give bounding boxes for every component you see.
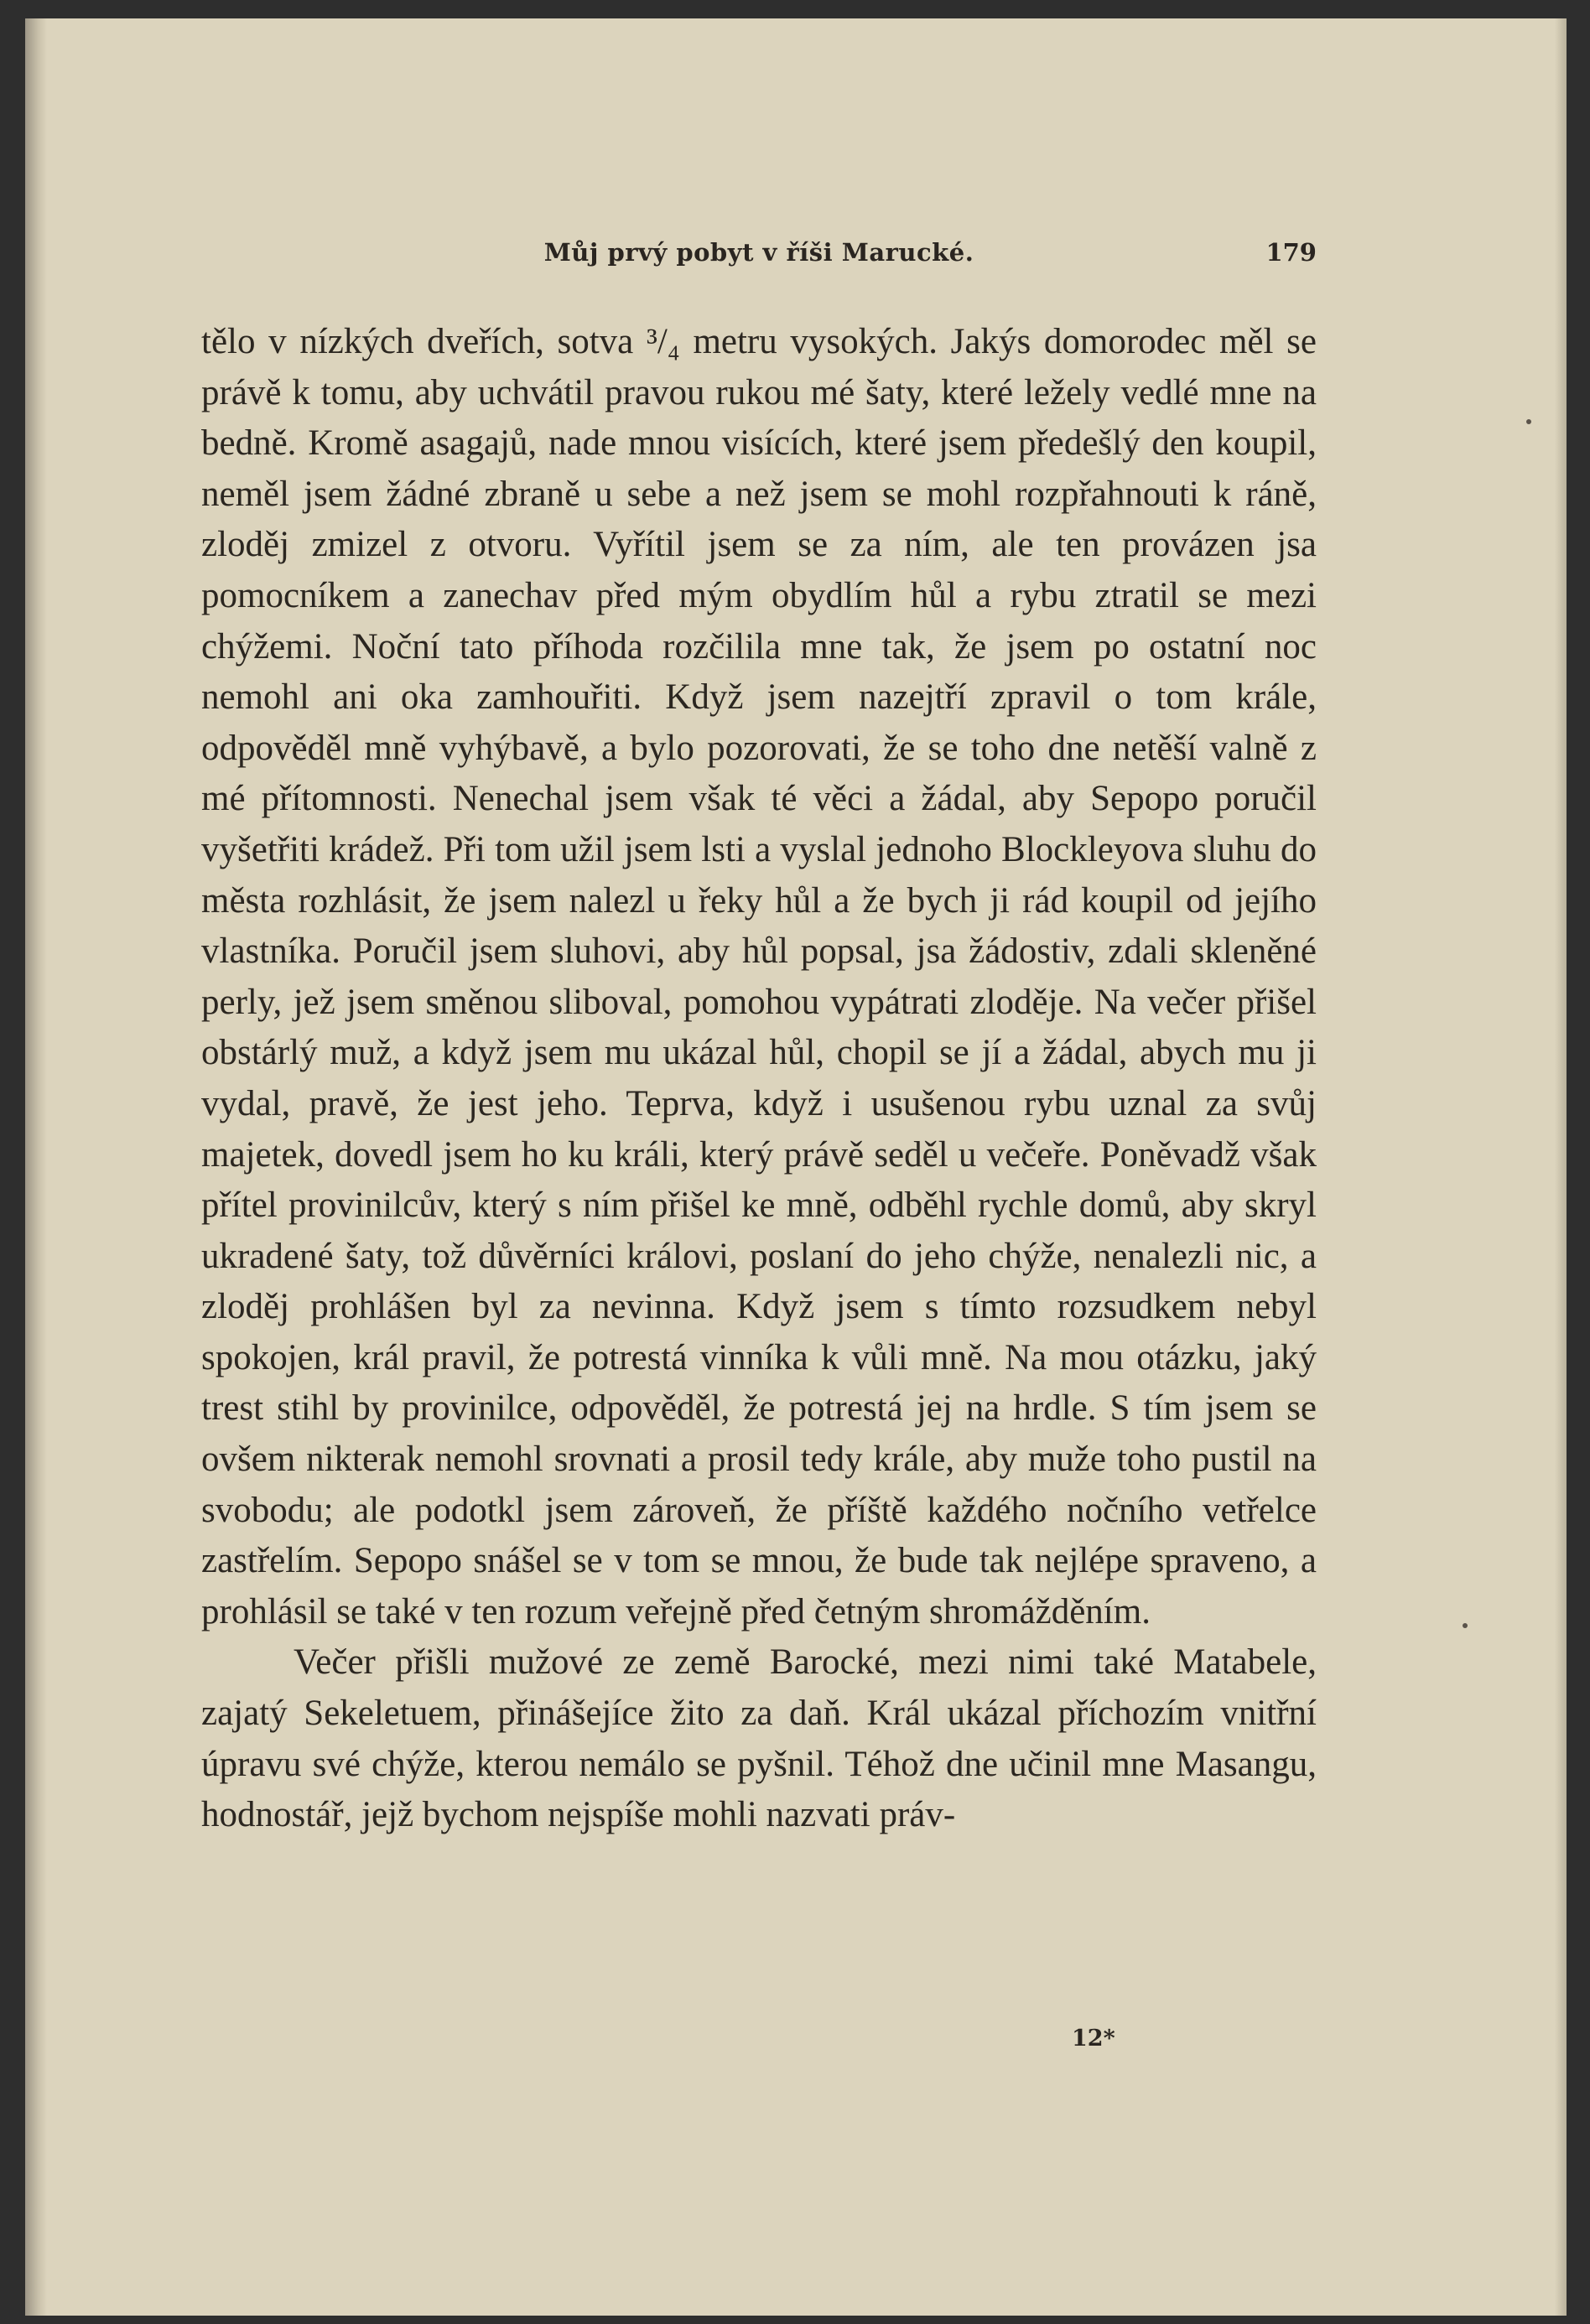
paragraph-1: tělo v nízkých dveřích, sotva ³/₄ metru vysokých. Jakýs domorodec měl se právě k tomu, aby uchvátil pravou rukou mé šaty, které ležely vedlé mne na bedně. Kromě asagajů, nade mnou visících, které jsem předešlý den koupil, neměl jsem žádné zbraně u sebe a než jsem se mohl rozpřahnouti k ráně, zloděj zmizel z otvoru. Vyřítil jsem se za ním, ale ten provázen jsa pomocníkem a zanechav před mým obydlím hůl a rybu ztratil se mezi chýžemi. Noční tato příhoda rozčilila mne tak, že jsem po ostatní noc nemohl ani oka zamhouřiti. Když jsem nazejtří zpravil o tom krále, odpověděl mně vyhýbavě, a bylo pozorovati, že se toho dne netěší valně z mé přítomnosti. Nenechal jsem však té věci a žádal, aby Sepopo poručil vyšetřiti krádež. Při tom užil jsem lsti a vyslal jednoho Blockleyova sluhu do města rozhlásit, že jsem nalezl u řeky hůl a že bych ji rád koupil od jejího vlastníka. Poručil jsem sluhovi, aby hůl popsal, jsa žádostiv, zdali skleněné perly, jež jsem směnou sliboval, pomohou vypátrati zloděje. Na večer přišel obstárlý muž, a když jsem mu ukázal hůl, chopil se jí a žádal, abych mu ji vydal, pravě, že jest jeho. Teprva, když i usušenou rybu uznal za svůj majetek, dovedl jsem ho ku králi, který právě seděl u večeře. Poněvadž však přítel provinilcův, který s ním přišel ke mně, odběhl rychle domů, aby skryl ukradené šaty, tož důvěrníci královi, poslaní do jeho chýže, nenalezli nic, a zloděj prohlášen byl za nevinna. Když jsem s tímto rozsudkem nebyl spokojen, král pravil, že potrestá vinníka k vůli mně. Na mou otázku, jaký trest stihl by provinilce, odpověděl, že potrestá jej na hrdle. S tím jsem se ovšem nikterak nemohl srovnati a prosil tedy krále, aby muže toho pustil na svobodu; ale podotkl jsem zároveň, že příště každého nočního vetřelce zastřelím. Sepopo snášel se v tom se mnou, že bude tak nejlépe spraveno, a prohlásil se také v ten rozum veřejně před četným shromážděním. [201,322,1317,1631]
paper-speck [1463,1623,1468,1628]
paper-speck [1526,419,1531,424]
body-text [201,317,1317,1841]
running-header [201,238,1317,288]
signature-mark: 12* [1072,2026,1115,2052]
book-page [25,18,1567,2316]
binding-edge [25,18,47,2316]
page-number: 179 [1265,238,1317,267]
paragraph-2: Večer přišli mužové ze země Barocké, mezi nimi také Matabele, zajatý Sekeletuem, přinášejíce žito za daň. Král ukázal příchozím vnitřní úpravu své chýže, kterou nemálo se pyšnil. Téhož dne učinil mne Masangu, hodnostář, jejž bychom nejspíše mohli nazvati práv- [201,1642,1317,1835]
running-title: Můj prvý pobyt v říši Marucké. [543,238,974,267]
page-edge [1555,18,1567,2316]
